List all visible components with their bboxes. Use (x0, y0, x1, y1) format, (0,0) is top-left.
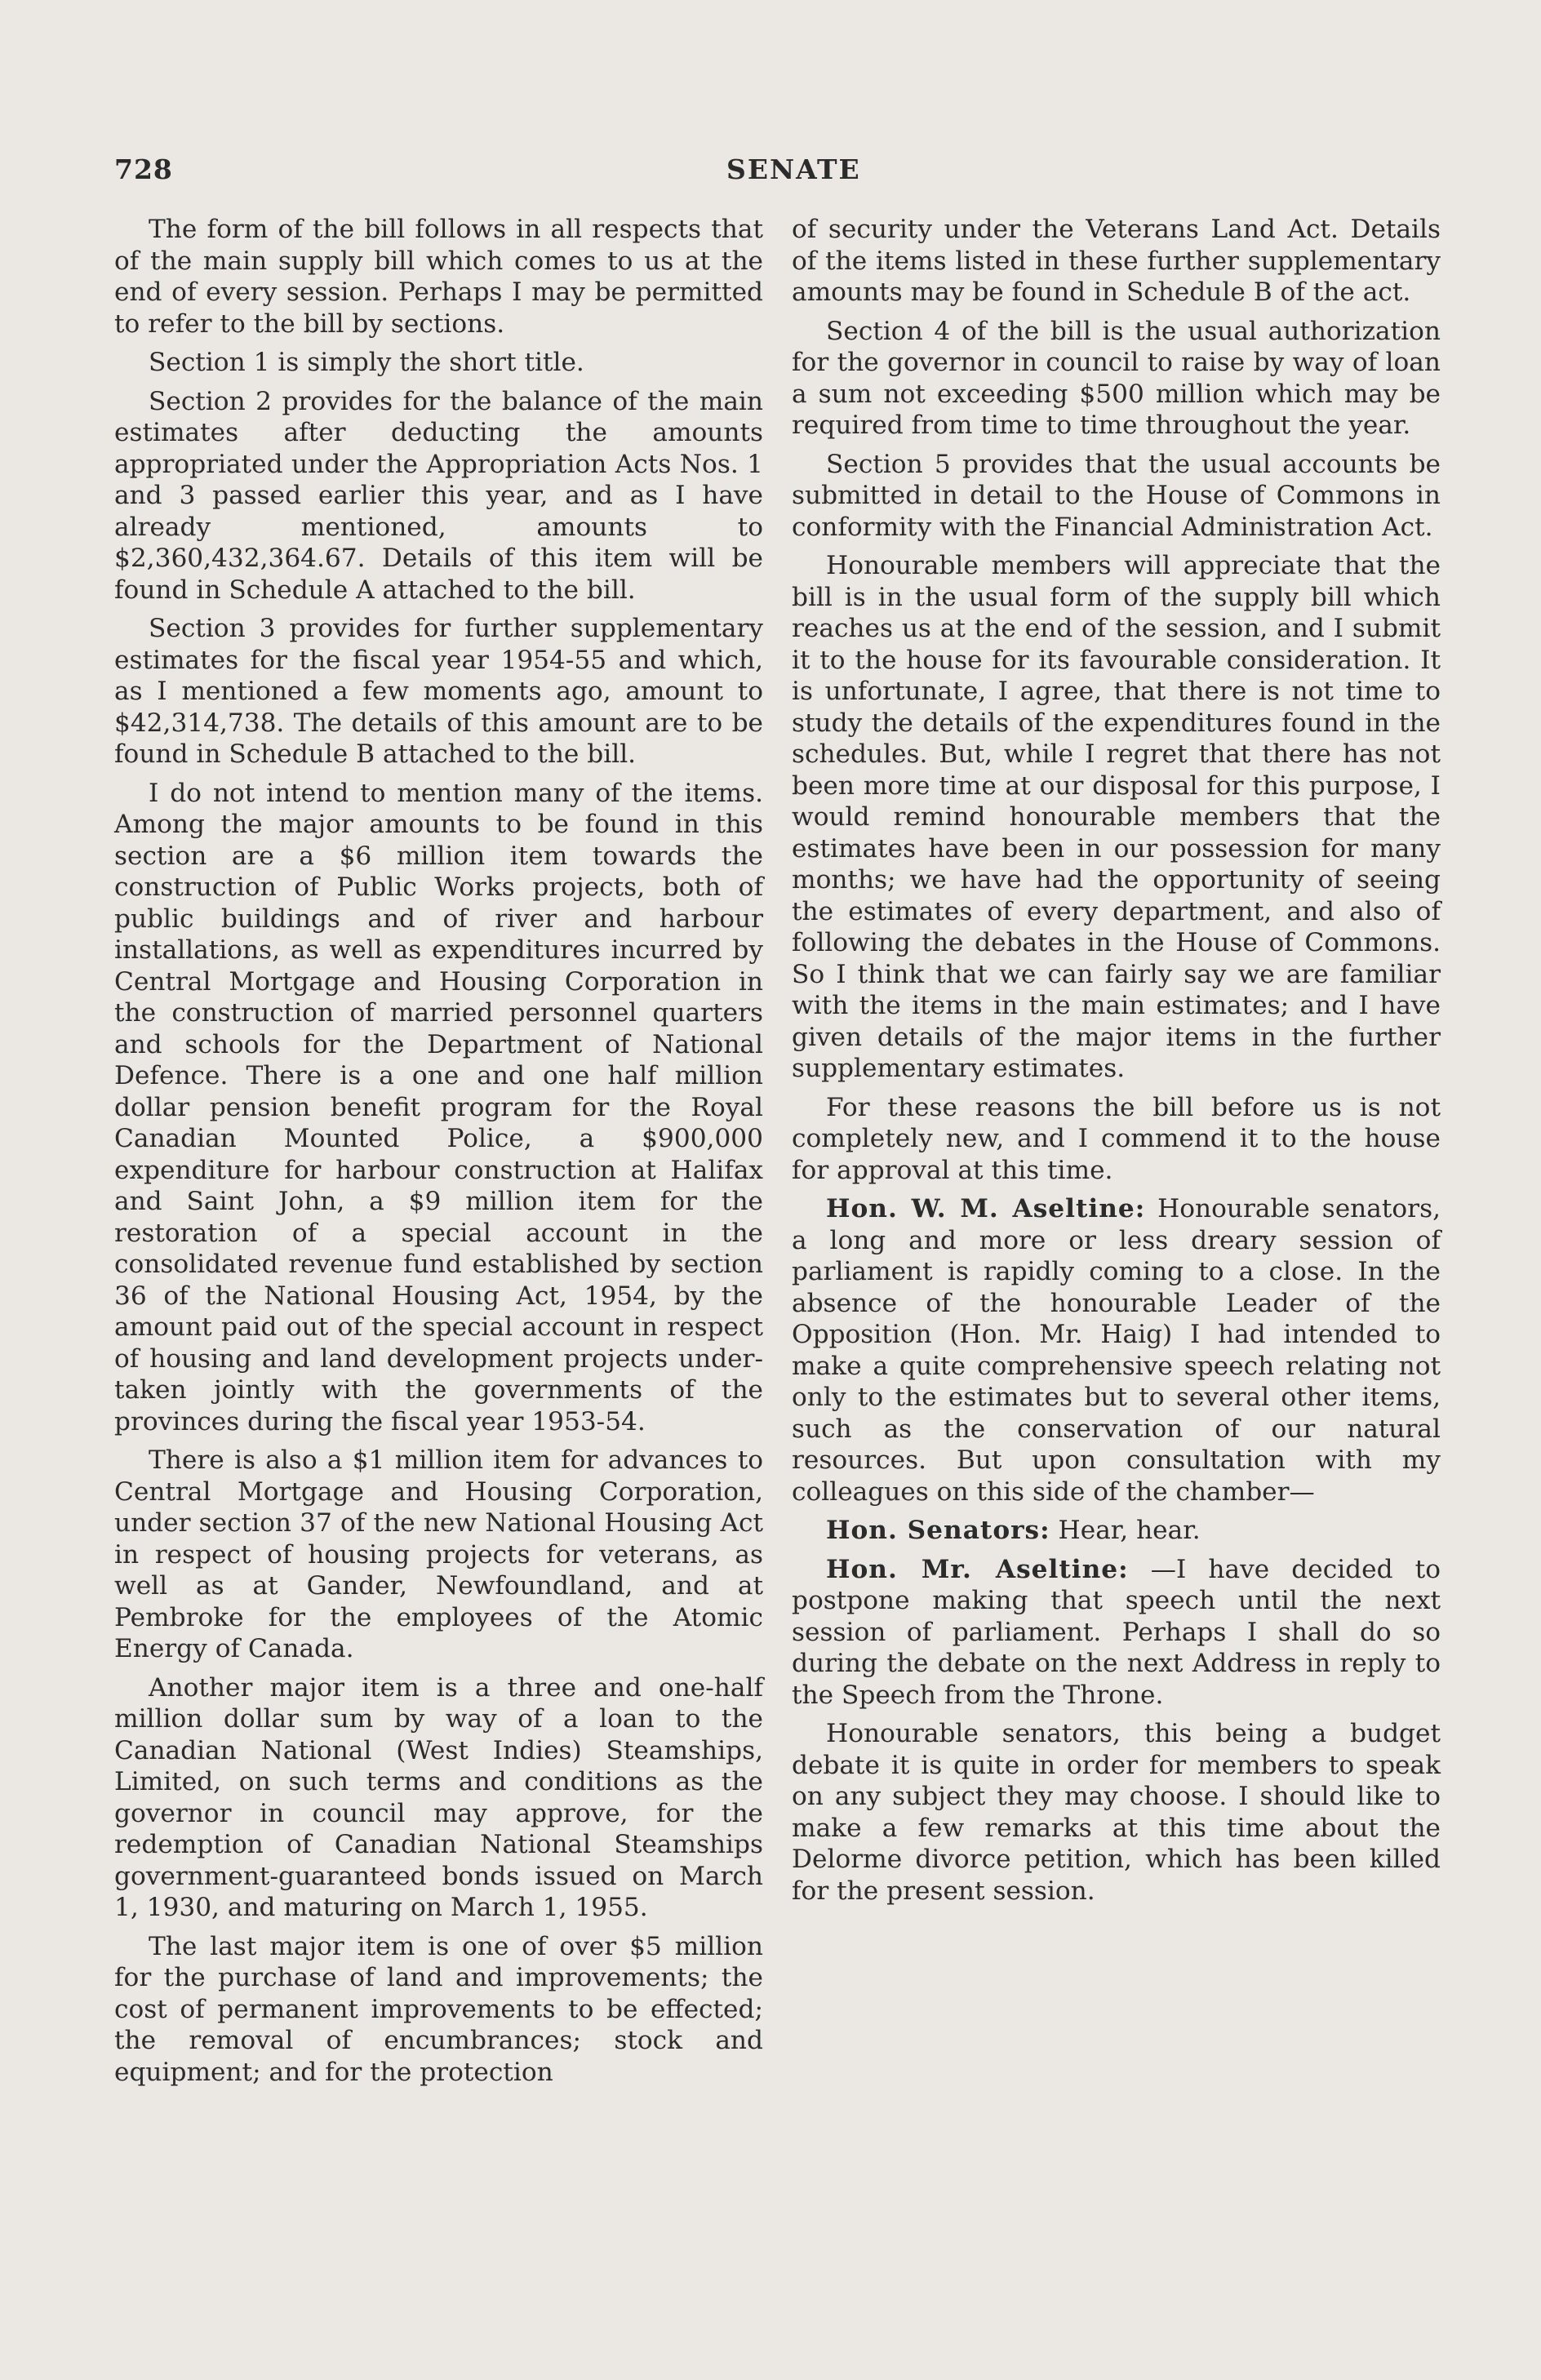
paragraph-text: For these reasons the bill before us is not completely new, and I commend it to the house for approval at this time. (792, 1092, 1441, 1185)
paragraph (792, 316, 1441, 442)
speech-paragraph (792, 1193, 1441, 1507)
paragraph (792, 1718, 1441, 1907)
paragraph: The form of the bill follows in all respects that of the main supply bill which comes to us at the end of every session. Perhaps I may be permitted to refer to the bill by sections. (114, 215, 763, 339)
speech-paragraph (792, 1515, 1441, 1547)
speaker-name: Hon. Senators: (826, 1516, 1050, 1545)
paragraph: I do not intend to mention many of the items. Among the major amounts to be found in this section are a $6 million item towards the construction of Public Works projects, both of public buildings and of river and harbour installations, as well as expenditures incurred by Central Mortgage and Housing Corporation in the construction of married personnel quarters and schools for the Department of National Defence. There is a one and one half million dollar pension benefit program for the Royal Canadian Mounted Police, a $900,000 expenditure for harbour construction at Halifax and Saint John, a $9 million item for the restoration of a special account in the consolidated revenue fund established by section 36 of the National Housing Act, 1954, by the amount paid out of the special account in respect of housing and land development projects undertaken jointly with the governments of the provinces during the fiscal year 1953-54. (114, 778, 763, 1436)
speech-text: —I have decided to postpone making that speech until the next session of parliament. Perhaps I shall do so during the debate on the next Address in reply to the Speech from the Throne. (792, 1554, 1441, 1710)
speaker-name: Hon. Mr. Aseltine: (826, 1554, 1129, 1584)
paragraph: Section 3 provides for further supplementary estimates for the fiscal year 1954-55 and which, as I mentioned a few moments ago, amount to $42,314,738. The details of this amount are to be found in Schedule B attached to the bill. (114, 614, 763, 769)
paragraph: Section 1 is simply the short title. (149, 348, 584, 377)
speech-text: Hear, hear. (1050, 1516, 1201, 1545)
paragraph: There is also a $1 million item for advances to Central Mortgage and Housing Corporation, under section 37 of the new National Housing Act in respect of housing projects for veterans, as well as at Gander, Newfoundland, and at Pembroke for the employees of the Atomic Energy of Canada. (114, 1445, 763, 1663)
paragraph: Another major item is a three and one-half million dollar sum by way of a loan to the Canadian National (West Indies) Steamships, Limited, on such terms and conditions as the governor in council may approve, for the redemption of Canadian National Steamships government-guaranteed bonds issued on March 1, 1930, and maturing on March 1, 1955. (114, 1672, 763, 1922)
speaker-name: Hon. W. M. Aseltine: (826, 1194, 1146, 1223)
paragraph (792, 214, 1441, 309)
right-column (792, 214, 1441, 1914)
paragraph: Section 2 provides for the balance of the main estimates after deducting the amounts appropriated under the Appropriation Acts Nos. 1 and 3 passed earlier this year, and as I have already mentioned, amounts to $2,360,432,364.67. Details of this item will be found in Schedule A attached to the bill. (114, 386, 763, 605)
page-header (114, 153, 1441, 194)
paragraph (792, 550, 1441, 1085)
paragraph-text: of security under the Veterans Land Act. Details of the items listed in these further supplementary amounts may be found in Schedule B of the act. (792, 215, 1441, 307)
page-number: 728 (114, 153, 173, 185)
paragraph-text: Section 5 provides that the usual accounts be submitted in detail to the House of Commons in conformity with the Financial Administration Act. (792, 449, 1441, 542)
speech-text: Honourable senators, a long and more or less dreary session of parliament is rapidly coming to a close. In the absence of the honourable Leader of the Opposition (Hon. Mr. Haig) I had intended to make a quite comprehensive speech relating not only to the estimates but to several other items, such as the conservation of our natural resources. But upon consultation with my colleagues on this side of the chamber— (792, 1194, 1441, 1507)
paragraph: The last major item is one of over $5 million for the purchase of land and improvements; the cost of permanent improvements to be effected; the removal of encumbrances; stock and equipment; and for the protection (114, 1931, 763, 2087)
speech-paragraph (792, 1554, 1441, 1712)
paragraph (792, 1092, 1441, 1187)
running-head: SENATE (726, 153, 861, 185)
paragraph-text: Section 4 of the bill is the usual authorization for the governor in council to raise by way of loan a sum not exceeding $500 million which may be required from time to time throughout the year. (792, 316, 1441, 440)
left-column (114, 214, 763, 2095)
paragraph-text: Honourable members will appreciate that the bill is in the usual form of the supply bill which reaches us at the end of the session, and I submit it to the house for its favourable consideration. It is unfortunate, I agree, that there is not time to study the details of the expenditures found in the schedules. But, while I regret that there has not been more time at our disposal for this purpose, I would remind honourable members that the estimates have been in our possession for many months; we have had the opportunity of seeing the estimates of every department, and also of following the debates in the House of Commons. So I think that we can fairly say we are familiar with the items in the main estimates; and I have given details of the major items in the further supplementary estimates. (792, 551, 1441, 1083)
paragraph (792, 449, 1441, 544)
paragraph-text: Honourable senators, this being a budget debate it is quite in order for members to speak on any subject they may choose. I should like to make a few remarks at this time about the Delorme divorce petition, which has been killed for the present session. (792, 1719, 1441, 1906)
